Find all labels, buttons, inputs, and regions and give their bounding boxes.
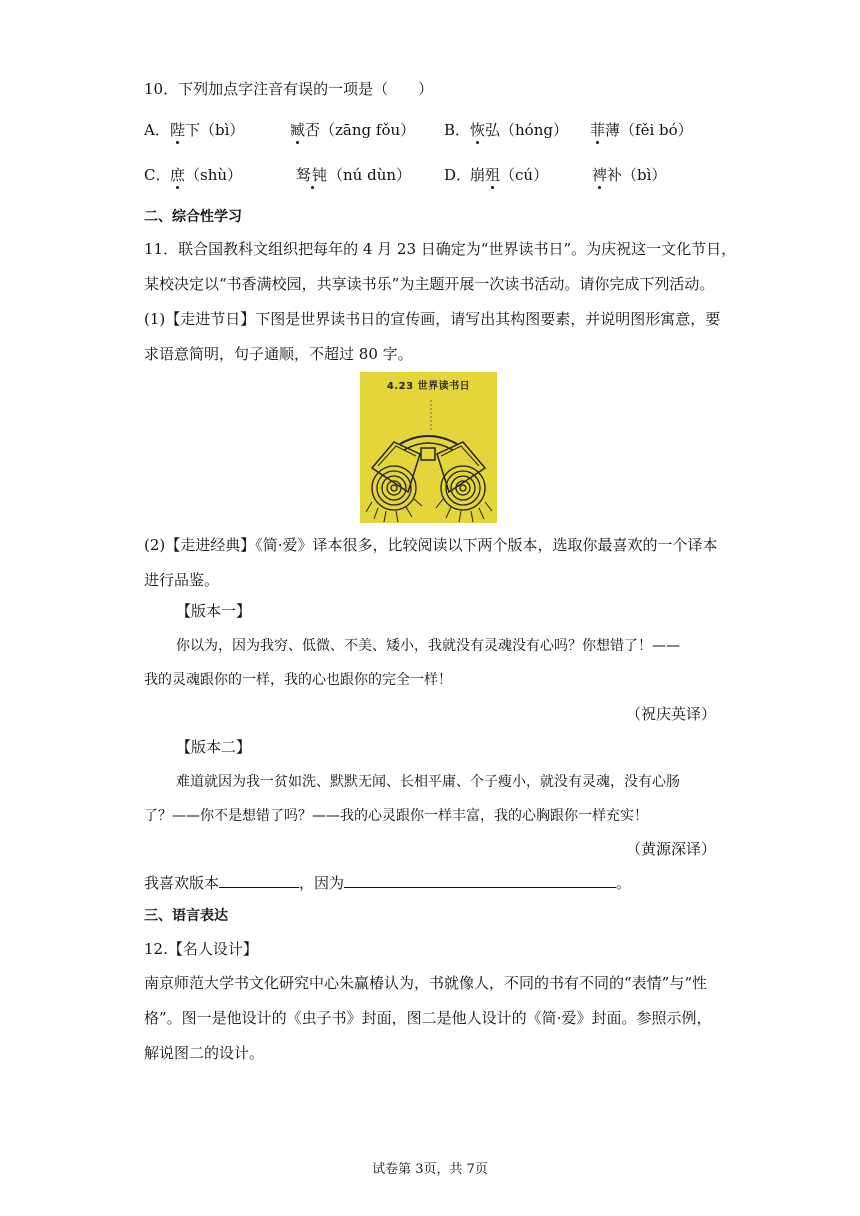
option-text: （nú dùn） — [328, 166, 412, 184]
dotted-char: 驽钝 — [296, 166, 329, 184]
answer-end: 。 — [616, 874, 632, 892]
answer-line — [144, 872, 631, 894]
option-c-item2 — [296, 164, 411, 186]
section-heading-3: 三、语言表达 — [144, 908, 228, 924]
page-footer: 试卷第 3页，共 7页 — [372, 1162, 488, 1177]
dotted-char: 庶 — [170, 166, 186, 184]
option-text: 补（bì） — [607, 166, 667, 184]
option-b-label: B． — [444, 121, 471, 139]
dotted-char: 臧 — [290, 121, 306, 139]
version2-label: 【版本二】 — [176, 738, 252, 756]
option-a-item1 — [170, 119, 244, 141]
option-a-item2 — [290, 119, 415, 141]
dotted-char: 殂 — [485, 166, 501, 184]
option-d-item1 — [470, 164, 548, 186]
q11-part2-line2: 进行品鉴。 — [144, 571, 220, 589]
option-text: 否（zāng fǒu） — [305, 121, 416, 139]
version1-label: 【版本一】 — [176, 602, 252, 620]
dotted-char: 恢 — [470, 121, 486, 139]
q11-part1-line2: 求语意简明，句子通顺，不超过 80 字。 — [144, 345, 413, 363]
dotted-char: 裨 — [592, 166, 608, 184]
version1-translator: （祝庆英译） — [625, 705, 716, 723]
version2-line1: 难道就因为我一贫如洗、默默无闻、长相平庸、个子瘦小，就没有灵魂，没有心肠 — [176, 774, 680, 790]
option-c-label: C． — [144, 166, 171, 184]
q10-stem: 10．下列加点字注音有误的一项是（ ） — [144, 80, 434, 98]
option-text: 薄（fěi bó） — [605, 121, 693, 139]
answer-blank-reason[interactable] — [344, 873, 616, 888]
q11-line2: 某校决定以“书香满校园，共享读书乐”为主题开展一次读书活动。请你完成下列活动。 — [144, 275, 715, 293]
answer-middle: ，因为 — [299, 874, 345, 892]
q12-line1: 南京师范大学书文化研究中心朱赢椿认为，书就像人，不同的书有不同的“表情”与“性 — [144, 974, 708, 992]
poster-title: 4.23 世界读书日 — [386, 381, 471, 392]
q11-part1-line1: (1)【走进节日】下图是世界读书日的宣传画，请写出其构图要素，并说明图形寓意，要 — [144, 310, 721, 328]
option-b-item1 — [470, 119, 568, 141]
option-b-item2 — [590, 119, 693, 141]
q11-line1: 11．联合国教科文组织把每年的 4 月 23 日确定为“世界读书日”。为庆祝这一文化节日， — [144, 240, 737, 258]
dotted-char: 菲 — [590, 121, 606, 139]
option-text: 弘（hóng） — [485, 121, 568, 139]
section-heading-2: 二、综合性学习 — [144, 209, 242, 225]
binoculars-illustration — [360, 372, 497, 523]
option-text: 下（bì） — [185, 121, 245, 139]
option-d-label: D． — [444, 166, 472, 184]
option-a-label: A． — [144, 121, 170, 139]
option-text: （cú） — [500, 166, 549, 184]
answer-blank-version[interactable] — [219, 873, 299, 888]
world-book-day-poster — [360, 372, 497, 523]
version1-line1: 你以为，因为我穷、低微、不美、矮小，我就没有灵魂没有心吗？你想错了！—— — [176, 638, 680, 654]
option-text: （shù） — [185, 166, 243, 184]
q12-title: 12.【名人设计】 — [144, 940, 258, 958]
version2-line2: 了？——你不是想错了吗？——我的心灵跟你一样丰富，我的心胸跟你一样充实！ — [144, 808, 648, 824]
answer-prefix: 我喜欢版本 — [144, 874, 220, 892]
q12-line3: 解说图二的设计。 — [144, 1044, 265, 1062]
q11-part2-line1: (2)【走进经典】《简·爱》译本很多，比较阅读以下两个版本，选取你最喜欢的一个译本 — [144, 536, 718, 554]
option-text: 崩 — [470, 166, 486, 184]
option-d-item2 — [592, 164, 666, 186]
dotted-char: 陛 — [170, 121, 186, 139]
version2-translator: （黄源深译） — [625, 840, 716, 858]
version1-line2: 我的灵魂跟你的一样，我的心也跟你的完全一样！ — [144, 672, 452, 688]
option-c-item1 — [170, 164, 242, 186]
q12-line2: 格”。图一是他设计的《虫子书》封面，图二是他人设计的《简·爱》封面。参照示例， — [144, 1009, 712, 1027]
